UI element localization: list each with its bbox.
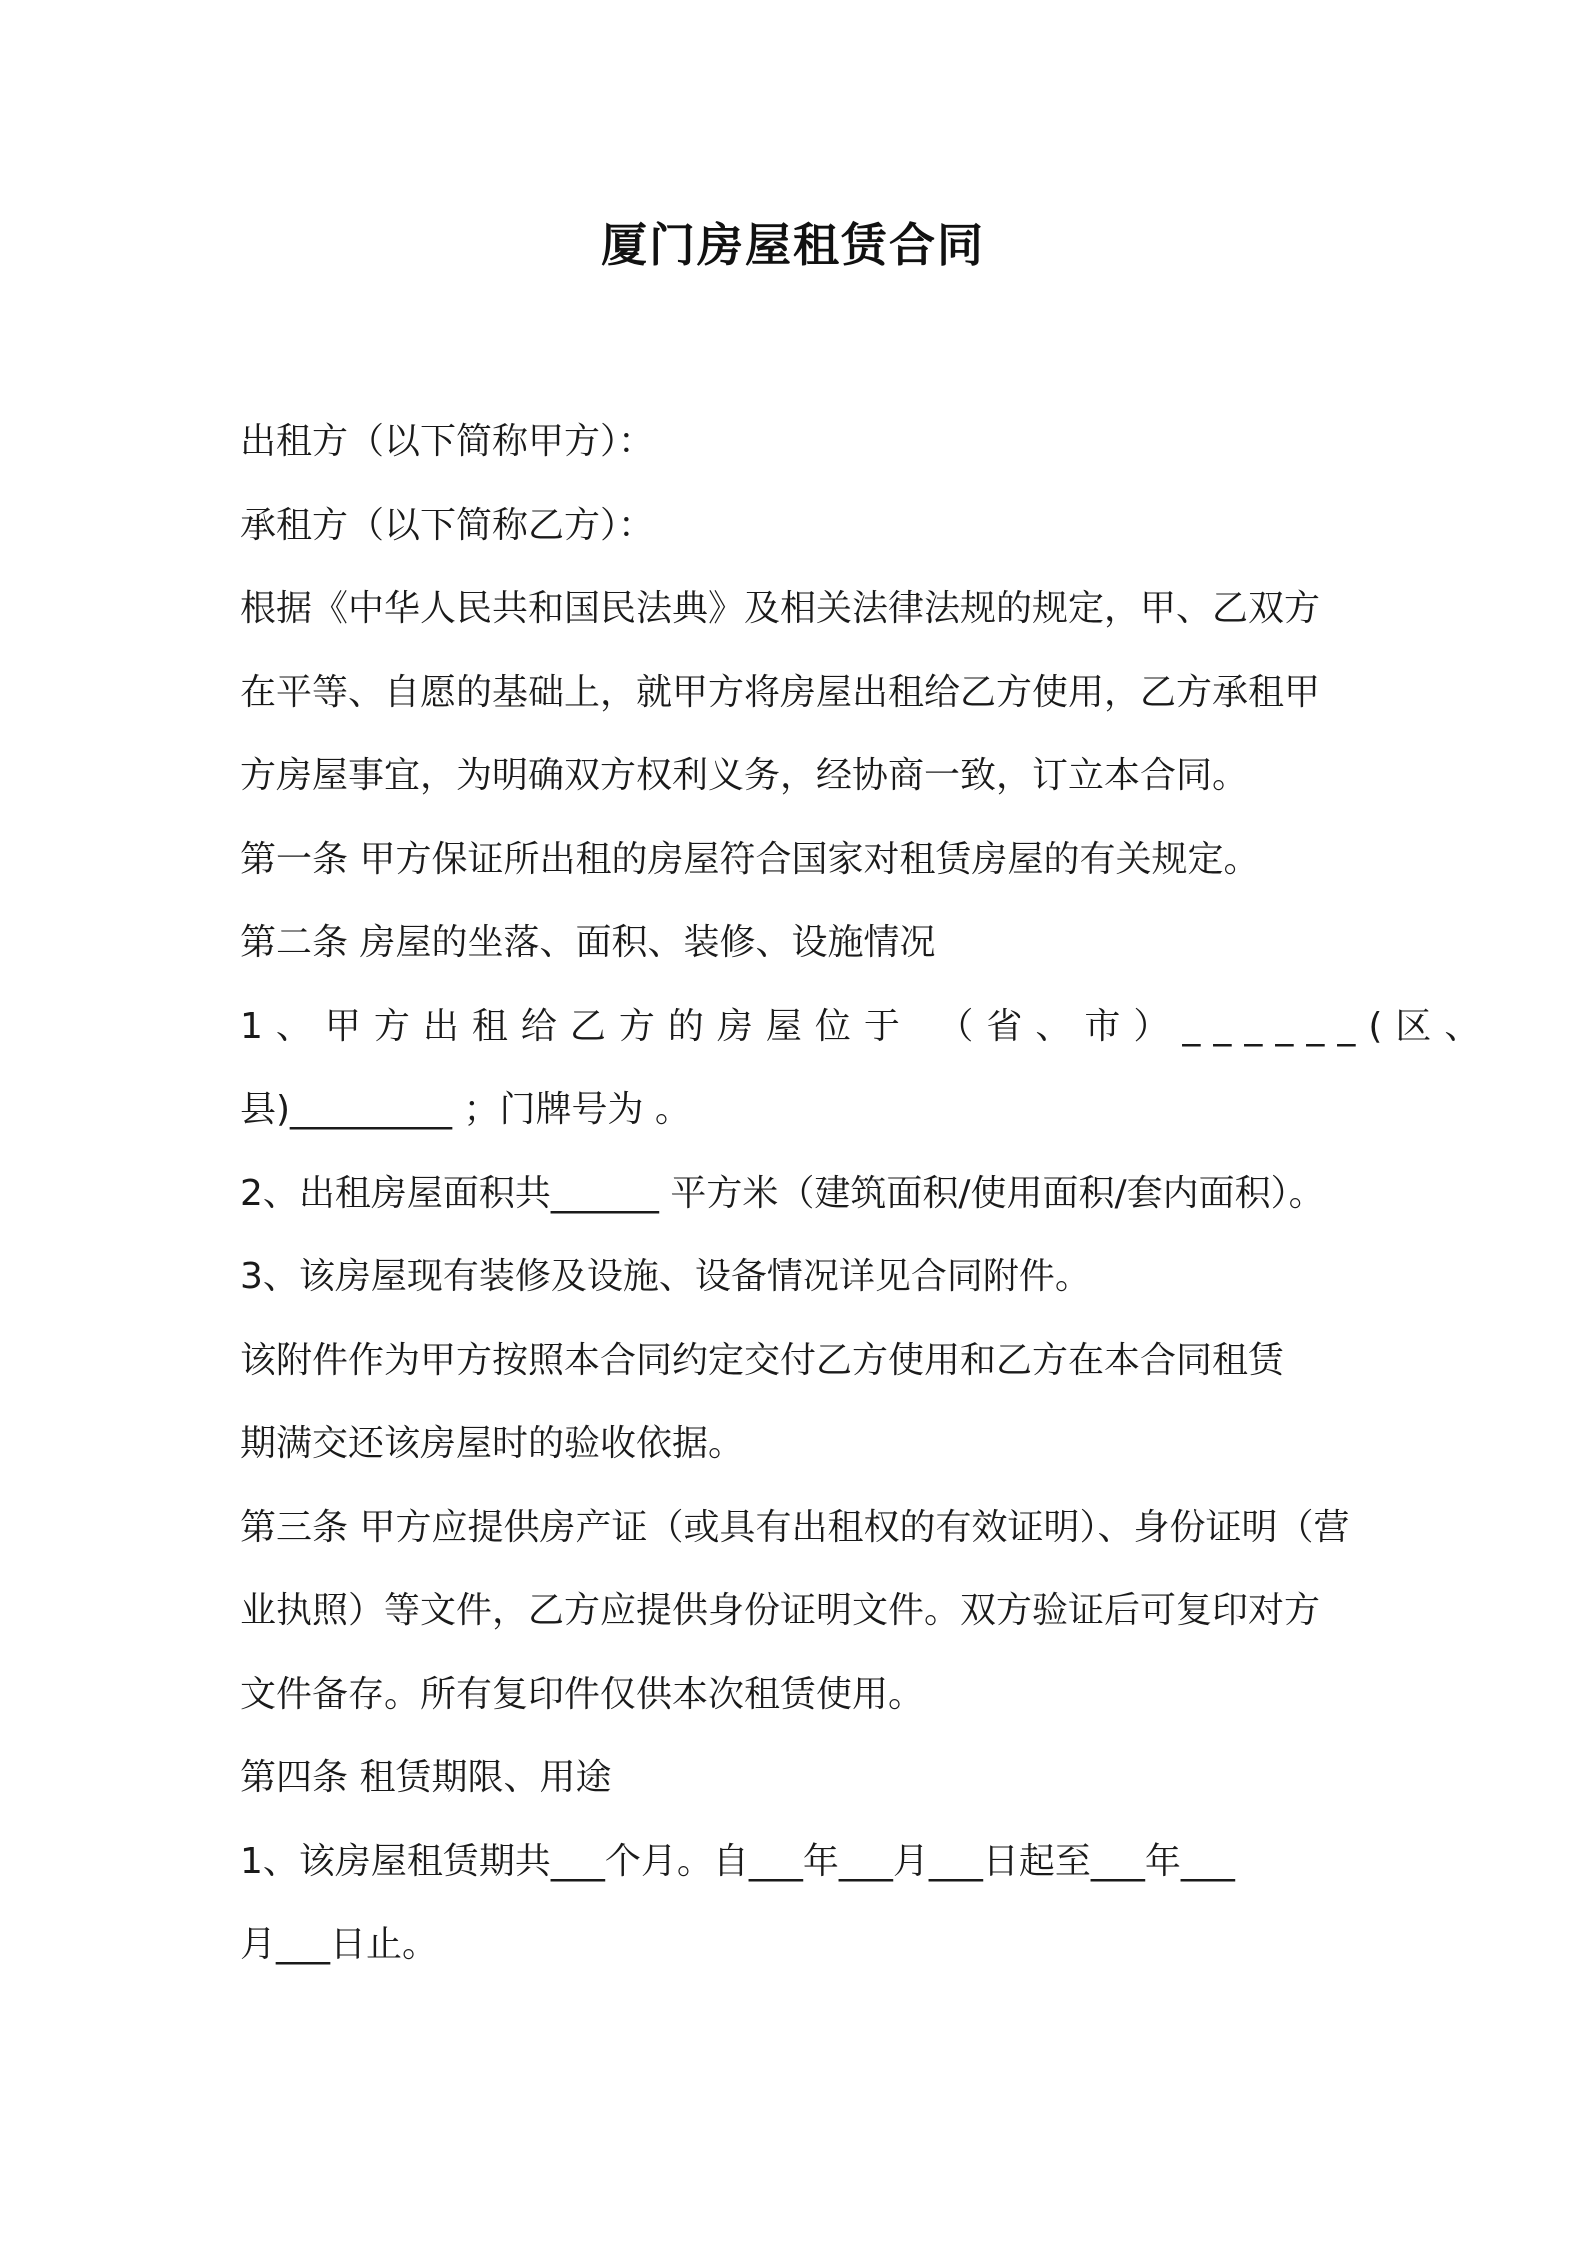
article-2-clause-1-line-1: 1、甲方出租给乙方的房屋位于 （省、市）______(区、 — [240, 1005, 1494, 1047]
article-4-clause-1-line-2: 月___日止。 — [240, 1924, 439, 1965]
article-1: 第一条 甲方保证所出租的房屋符合国家对租赁房屋的有关规定。 — [240, 838, 1260, 880]
article-2-clause-3: 3、该房屋现有装修及设施、设备情况详见合同附件。 — [240, 1256, 1091, 1297]
article-3-line-3: 文件备存。所有复印件仅供本次租赁使用。 — [240, 1673, 925, 1715]
article-2-clause-1-line-2: 县)_________ ；门牌号为 。 — [240, 1089, 691, 1130]
article-4-clause-1-line-1: 1、该房屋租赁期共___个月。自___年___月___日起至___年___ — [240, 1840, 1235, 1882]
attachment-note-line-2: 期满交还该房屋时的验收依据。 — [240, 1423, 745, 1464]
article-2-clause-2: 2、出租房屋面积共______ 平方米（建筑面积/使用面积/套内面积）。 — [240, 1172, 1325, 1214]
article-4-heading: 第四条 租赁期限、用途 — [240, 1757, 612, 1798]
preamble-line-3: 方房屋事宜，为明确双方权利义务，经协商一致，订立本合同。 — [240, 755, 1249, 796]
page-title: 厦门房屋租赁合同 — [601, 218, 985, 272]
document-body — [240, 400, 1494, 1987]
attachment-note-line-1: 该附件作为甲方按照本合同约定交付乙方使用和乙方在本合同租赁 — [240, 1339, 1285, 1381]
lessor-line: 出租方（以下简称甲方）： — [240, 421, 655, 462]
preamble-line-2: 在平等、自愿的基础上，就甲方将房屋出租给乙方使用，乙方承租甲 — [240, 671, 1321, 713]
article-3-line-1: 第三条 甲方应提供房产证（或具有出租权的有效证明）、身份证明（营 — [240, 1506, 1350, 1548]
lessee-line: 承租方（以下简称乙方）： — [240, 504, 655, 546]
preamble-line-1: 根据《中华人民共和国民法典》及相关法律法规的规定，甲、乙双方 — [240, 588, 1321, 629]
article-2-heading: 第二条 房屋的坐落、面积、装修、设施情况 — [240, 922, 936, 963]
article-3-line-2: 业执照）等文件，乙方应提供身份证明文件。双方验证后可复印对方 — [240, 1590, 1321, 1631]
